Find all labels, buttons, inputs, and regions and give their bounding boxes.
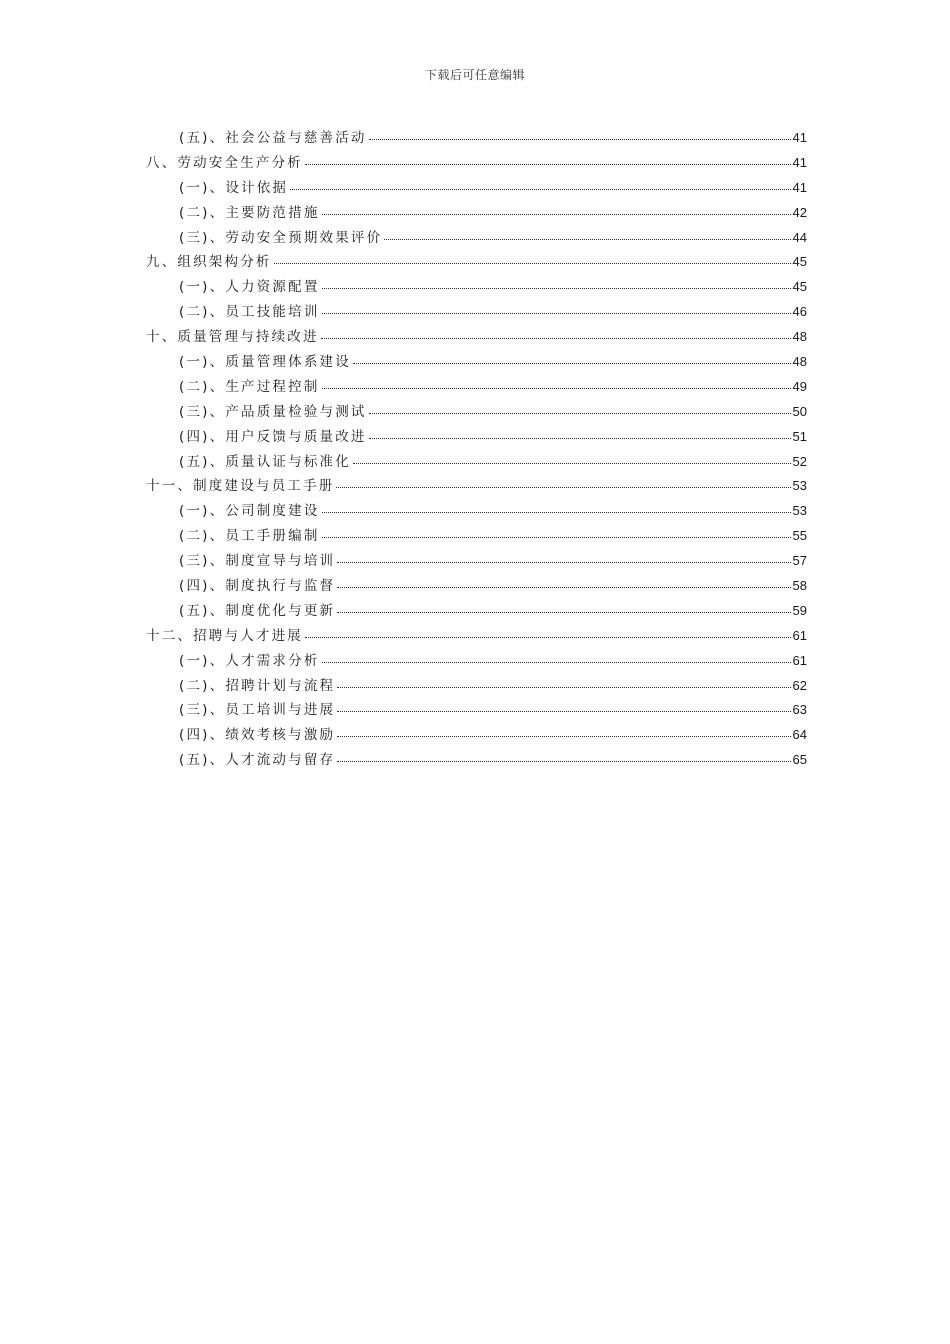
toc-entry-page-number: 65 <box>792 752 807 768</box>
toc-entry-title: 九、组织架构分析 <box>146 254 272 271</box>
toc-entry[interactable] <box>146 524 807 549</box>
toc-entry-page-number: 46 <box>792 304 807 320</box>
toc-entry-page-number: 52 <box>792 453 807 469</box>
toc-dot-leader <box>337 760 790 762</box>
toc-entry-page-number: 42 <box>792 204 807 220</box>
toc-entry-title: 十二、招聘与人才进展 <box>146 627 303 644</box>
toc-entry[interactable] <box>146 201 807 226</box>
toc-entry-title: (一)、质量管理体系建设 <box>179 354 351 371</box>
toc-dot-leader <box>322 511 791 513</box>
toc-entry[interactable] <box>146 549 807 574</box>
toc-entry-title: (二)、主要防范措施 <box>179 204 320 221</box>
toc-dot-leader <box>337 735 790 737</box>
toc-dot-leader <box>322 661 791 663</box>
toc-dot-leader <box>336 486 790 488</box>
toc-entry-page-number: 53 <box>792 503 807 519</box>
toc-entry-page-number: 64 <box>792 727 807 743</box>
toc-entry-title: (二)、招聘计划与流程 <box>179 677 336 694</box>
toc-dot-leader <box>322 387 791 389</box>
toc-dot-leader <box>369 138 791 140</box>
toc-entry-title: (四)、绩效考核与激励 <box>179 727 336 744</box>
toc-entry-page-number: 61 <box>792 627 807 643</box>
toc-entry-title: (三)、产品质量检验与测试 <box>179 403 367 420</box>
toc-entry[interactable] <box>146 151 807 176</box>
toc-dot-leader <box>322 536 791 538</box>
toc-entry[interactable] <box>146 126 807 151</box>
toc-entry-title: (四)、用户反馈与质量改进 <box>179 428 367 445</box>
page-header: 下载后可任意编辑 <box>424 68 525 82</box>
toc-dot-leader <box>305 636 791 638</box>
toc-entry[interactable] <box>146 350 807 375</box>
toc-entry[interactable] <box>146 599 807 624</box>
toc-entry-title: (五)、人才流动与留存 <box>179 752 336 769</box>
toc-entry-title: (一)、人力资源配置 <box>179 279 320 296</box>
toc-entry-page-number: 41 <box>792 179 807 195</box>
toc-dot-leader <box>337 710 790 712</box>
toc-entry-page-number: 61 <box>792 652 807 668</box>
toc-dot-leader <box>322 213 791 215</box>
toc-dot-leader <box>321 337 791 339</box>
toc-dot-leader <box>274 262 791 264</box>
toc-dot-leader <box>305 163 791 165</box>
toc-entry-page-number: 44 <box>792 229 807 245</box>
toc-entry[interactable] <box>146 325 807 350</box>
toc-entry-page-number: 63 <box>792 702 807 718</box>
toc-entry[interactable] <box>146 300 807 325</box>
toc-entry[interactable] <box>146 649 807 674</box>
toc-entry-title: (五)、社会公益与慈善活动 <box>179 130 367 146</box>
toc-entry[interactable] <box>146 425 807 450</box>
toc-entry-title: (五)、制度优化与更新 <box>179 602 336 619</box>
toc-entry-title: (一)、设计依据 <box>179 179 289 196</box>
toc-entry[interactable] <box>146 176 807 201</box>
toc-entry-title: (二)、生产过程控制 <box>179 378 320 395</box>
toc-dot-leader <box>322 287 791 289</box>
toc-entry-title: (三)、员工培训与进展 <box>179 702 336 719</box>
toc-entry-page-number: 57 <box>792 553 807 569</box>
toc-dot-leader <box>290 188 790 190</box>
toc-entry-page-number: 51 <box>792 428 807 444</box>
toc-entry-page-number: 49 <box>792 378 807 394</box>
toc-entry-page-number: 45 <box>792 254 807 270</box>
toc-entry-title: (三)、劳动安全预期效果评价 <box>179 229 383 246</box>
toc-entry-title: (一)、人才需求分析 <box>179 652 320 669</box>
toc-dot-leader <box>337 611 790 613</box>
toc-dot-leader <box>353 462 791 464</box>
toc-entry[interactable] <box>146 250 807 275</box>
toc-entry-page-number: 41 <box>792 130 807 145</box>
toc-dot-leader <box>369 412 791 414</box>
toc-entry[interactable] <box>146 450 807 475</box>
toc-entry-page-number: 53 <box>792 478 807 494</box>
toc-dot-leader <box>353 362 791 364</box>
toc-entry-title: (三)、制度宣导与培训 <box>179 553 336 570</box>
table-of-contents <box>146 126 807 773</box>
toc-dot-leader <box>322 312 791 314</box>
toc-entry-title: 十一、制度建设与员工手册 <box>146 478 335 495</box>
toc-entry[interactable] <box>146 748 807 773</box>
toc-entry[interactable] <box>146 400 807 425</box>
toc-entry[interactable] <box>146 674 807 699</box>
toc-entry-page-number: 45 <box>792 279 807 295</box>
toc-entry-title: (二)、员工技能培训 <box>179 304 320 321</box>
toc-entry-page-number: 58 <box>792 578 807 594</box>
toc-entry[interactable] <box>146 499 807 524</box>
toc-entry-page-number: 48 <box>792 329 807 345</box>
toc-entry-title: 八、劳动安全生产分析 <box>146 154 303 171</box>
toc-entry[interactable] <box>146 624 807 649</box>
toc-dot-leader <box>337 686 790 688</box>
toc-entry-page-number: 59 <box>792 602 807 618</box>
toc-entry[interactable] <box>146 574 807 599</box>
toc-entry[interactable] <box>146 723 807 748</box>
toc-entry[interactable] <box>146 698 807 723</box>
toc-entry-title: (五)、质量认证与标准化 <box>179 453 351 470</box>
toc-entry-page-number: 41 <box>792 154 807 170</box>
toc-entry[interactable] <box>146 474 807 499</box>
toc-entry-page-number: 62 <box>792 677 807 693</box>
toc-dot-leader <box>384 238 790 240</box>
toc-entry-title: (一)、公司制度建设 <box>179 503 320 520</box>
toc-entry-page-number: 55 <box>792 528 807 544</box>
toc-entry-page-number: 48 <box>792 354 807 370</box>
toc-dot-leader <box>369 437 791 439</box>
toc-entry[interactable] <box>146 275 807 300</box>
toc-dot-leader <box>337 561 790 563</box>
toc-entry-title: (四)、制度执行与监督 <box>179 578 336 595</box>
toc-entry[interactable] <box>146 375 807 400</box>
toc-entry-title: 十、质量管理与持续改进 <box>146 329 319 346</box>
toc-dot-leader <box>337 586 790 588</box>
toc-entry-title: (二)、员工手册编制 <box>179 528 320 545</box>
toc-entry-page-number: 50 <box>792 403 807 419</box>
toc-entry[interactable] <box>146 226 807 251</box>
